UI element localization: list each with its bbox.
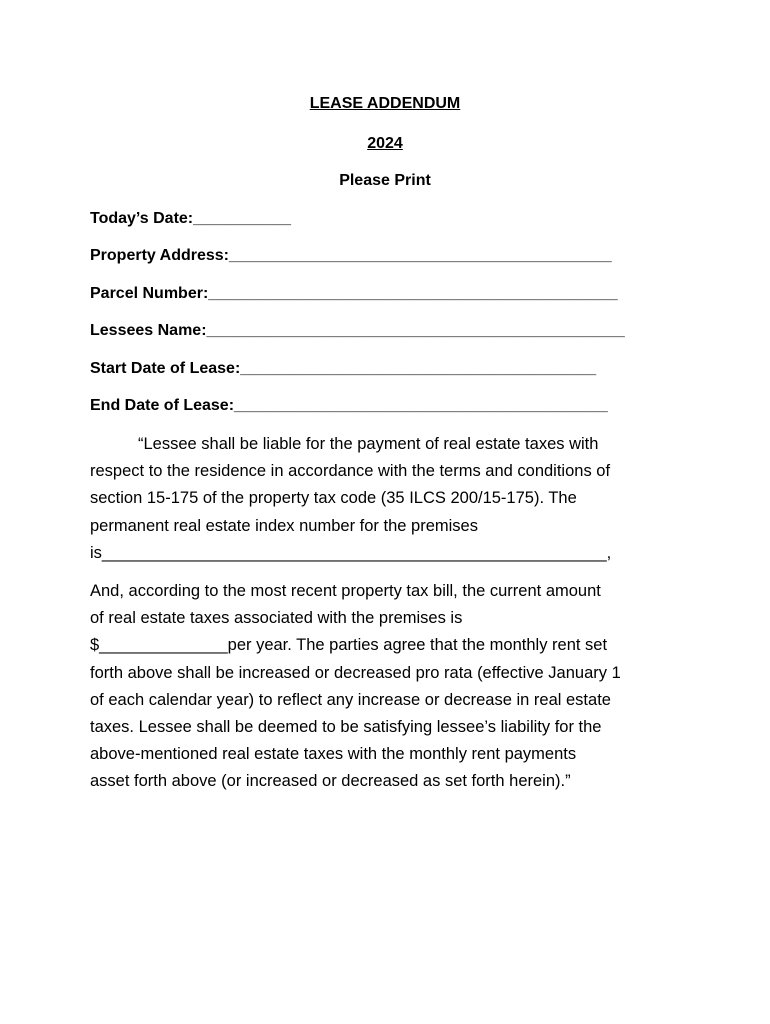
document-year: 2024: [367, 135, 403, 152]
paragraph-line: asset forth above (or increased or decreased as set forth herein).”: [90, 772, 571, 791]
paragraph-line: of real estate taxes associated with the premises is: [90, 609, 463, 628]
paragraph-line: permanent real estate index number for the premises: [90, 516, 478, 535]
paragraph-line: is_______________________________________________________,: [90, 543, 612, 562]
print-instruction: Please Print: [339, 172, 431, 189]
paragraph-line: forth above shall be increased or decreased pro rata (effective January 1: [90, 663, 621, 682]
lessees-name-field: Lessees Name:_______________________________________________: [90, 322, 625, 339]
paragraph-line: section 15-175 of the property tax code (35 ILCS 200/15-175). The: [90, 489, 577, 508]
tax-amount-paragraph: [90, 578, 690, 796]
start-date-field: Start Date of Lease:________________________________________: [90, 360, 597, 377]
paragraph-line: $______________per year. The parties agree that the monthly rent set: [90, 636, 608, 655]
property-address-field: Property Address:___________________________________________: [90, 247, 612, 264]
paragraph-line: “Lessee shall be liable for the payment of real estate taxes with: [138, 435, 599, 453]
paragraph-line: above-mentioned real estate taxes with the monthly rent payments: [90, 745, 577, 764]
document-title: LEASE ADDENDUM: [309, 95, 461, 112]
paragraph-line: of each calendar year) to reflect any increase or decrease in real estate: [90, 690, 611, 709]
paragraph-line: taxes. Lessee shall be deemed to be satisfying lessee’s liability for the: [90, 718, 602, 737]
parcel-number-field: Parcel Number:______________________________________________: [90, 285, 618, 302]
paragraph-line: And, according to the most recent property tax bill, the current amount: [90, 582, 601, 600]
paragraph-line: respect to the residence in accordance with the terms and conditions of: [90, 462, 611, 481]
todays-date-field: Today’s Date:___________: [90, 210, 292, 227]
tax-liability-paragraph: [90, 431, 690, 567]
end-date-field: End Date of Lease:__________________________________________: [90, 397, 608, 414]
